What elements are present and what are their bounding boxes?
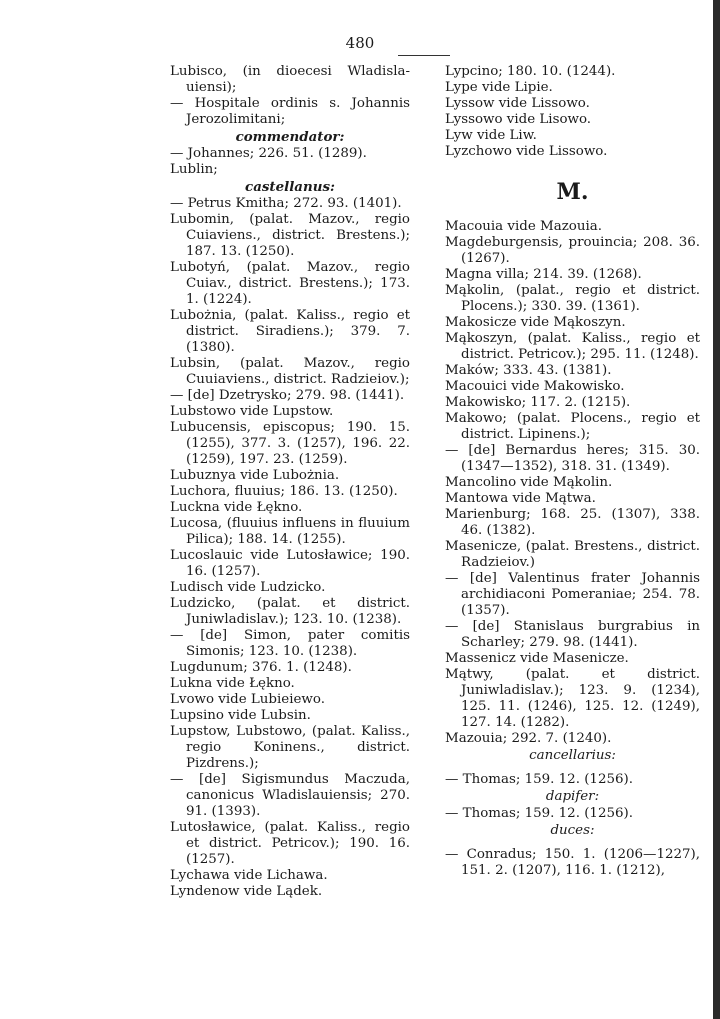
index-entry: Lychawa vide Lichawa. (170, 868, 328, 883)
page-edge-bar (713, 0, 720, 1019)
index-entry: Massenicz vide Masenicze. (445, 651, 629, 666)
index-subentry: — [de] Stanislaus burgrabius in Scharley; 279. 98. (1441). (445, 619, 700, 650)
subheading: duces: (550, 823, 595, 838)
index-entry: Magdeburgensis, prouincia; 208. 36. (1267). (445, 235, 700, 266)
index-entry: Lucoslauic vide Lutosławice; 190. 16. (1257). (170, 548, 410, 579)
index-subentry: — [de] Simon, pater comitis Simonis; 123. 10. (1238). (170, 628, 410, 659)
index-subentry: — [de] Valentinus frater Johannis archidiaconi Pomeraniae; 254. 78. (1357). (445, 571, 700, 618)
index-entry: Makowo; (palat. Plocens., regio et district. Lipinens.); (445, 411, 700, 442)
right-column (445, 64, 700, 879)
index-subentry: — Thomas; 159. 12. (1256). (445, 806, 633, 821)
page-number-rule (398, 55, 450, 56)
index-subentry: — Thomas; 159. 12. (1256). (445, 772, 633, 787)
index-entry: Mąkolin, (palat., regio et district. Plocens.); 330. 39. (1361). (445, 283, 700, 314)
index-entry: Lugdunum; 376. 1. (1248). (170, 660, 352, 675)
index-subentry: — [de] Sigismundus Maczuda, canonicus Wladislauiensis; 270. 91. (1393). (170, 772, 410, 819)
index-subentry: — Petrus Kmitha; 272. 93. (1401). (170, 196, 402, 211)
index-entry: Ludzicko, (palat. et district. Juniwladislav.); 123. 10. (1238). (170, 596, 410, 627)
index-subentry: — Hospitale ordinis s. Johannis Jerozolimitani; (170, 96, 410, 127)
subheading: cancellarius: (529, 748, 616, 763)
index-entry: Lyssow vide Lissowo. (445, 96, 590, 111)
index-entry: Lyw vide Liw. (445, 128, 537, 143)
index-entry: Mantowa vide Mątwa. (445, 491, 596, 506)
index-entry: Lucosa, (fluuius influens in fluuium Pilica); 188. 14. (1255). (170, 516, 410, 547)
index-entry: Lubisco, (in dioecesi Wladisla-uiensi); (170, 64, 410, 95)
index-entry: Lutosławice, (palat. Kaliss., regio et district. Petricov.); 190. 16. (1257). (170, 820, 410, 867)
index-entry: Mazouia; 292. 7. (1240). (445, 731, 612, 746)
index-subentry: — Conradus; 150. 1. (1206—1227), 151. 2. (1207), 116. 1. (1212), (445, 847, 700, 878)
spacer (445, 765, 700, 772)
index-entry: Lypcino; 180. 10. (1244). (445, 64, 616, 79)
index-entry: Lyzchowo vide Lissowo. (445, 144, 608, 159)
page-number: 480 (345, 34, 375, 52)
index-entry: Lyndenow vide Lądek. (170, 884, 323, 899)
index-entry: Lype vide Lipie. (445, 80, 553, 95)
index-entry: Lubsin, (palat. Mazov., regio Cuuiaviens., district. Radzieiov.); (170, 356, 410, 387)
index-entry: Mątwy, (palat. et district. Juniwladislav.); 123. 9. (1234), 125. 11. (1246), 125. 12. (1249), 127. 14. (1282). (445, 667, 700, 730)
index-entry: Macouici vide Makowisko. (445, 379, 625, 394)
spacer (445, 840, 700, 847)
index-entry: Masenicze, (palat. Brestens., district. Radzieiov.) (445, 539, 700, 570)
index-entry: Lvowo vide Lubieiewo. (170, 692, 325, 707)
index-entry: Luckna vide Łękno. (170, 500, 303, 515)
index-entry: Lukna vide Łękno. (170, 676, 295, 691)
left-column (170, 64, 410, 900)
subheading: dapifer: (545, 789, 600, 804)
index-entry: Lublin; (170, 162, 218, 177)
index-entry: Maków; 333. 43. (1381). (445, 363, 612, 378)
index-entry: Lupstow, Lubstowo, (palat. Kaliss., regio Koninens., district. Pizdrens.); (170, 724, 410, 771)
index-entry: Mąkoszyn, (palat. Kaliss., regio et district. Petricov.); 295. 11. (1248). (445, 331, 700, 362)
index-subentry: — Johannes; 226. 51. (1289). (170, 146, 367, 161)
subheading: commendator: (235, 129, 345, 145)
index-entry: Makowisko; 117. 2. (1215). (445, 395, 631, 410)
index-entry: Mancolino vide Mąkolin. (445, 475, 613, 490)
index-entry: Lubomin, (palat. Mazov., regio Cuiaviens., district. Brestens.); 187. 13. (1250). (170, 212, 410, 259)
index-entry: Makosicze vide Mąkoszyn. (445, 315, 626, 330)
index-entry: Lupsino vide Lubsin. (170, 708, 311, 723)
section-letter: M. (556, 179, 589, 205)
index-entry: Macouia vide Mazouia. (445, 219, 602, 234)
index-subentry: — [de] Bernardus heres; 315. 30. (1347—1352), 318. 31. (1349). (445, 443, 700, 474)
index-entry: Lubotyń, (palat. Mazov., regio Cuiav., district. Brestens.); 173. 1. (1224). (170, 260, 410, 307)
index-entry: Marienburg; 168. 25. (1307), 338. 46. (1382). (445, 507, 700, 538)
index-entry: Magna villa; 214. 39. (1268). (445, 267, 642, 282)
index-subentry: — [de] Dzetrysko; 279. 98. (1441). (170, 388, 405, 403)
index-entry: Lubuznya vide Lubożnia. (170, 468, 340, 483)
index-entry: Lyssowo vide Lisowo. (445, 112, 592, 127)
subheading: castellanus: (245, 179, 335, 195)
index-entry: Lubstowo vide Lupstow. (170, 404, 334, 419)
index-entry: Ludisch vide Ludzicko. (170, 580, 326, 595)
index-entry: Lubożnia, (palat. Kaliss., regio et district. Siradiens.); 379. 7. (1380). (170, 308, 410, 355)
index-entry: Luchora, fluuius; 186. 13. (1250). (170, 484, 398, 499)
index-entry: Lubucensis, episcopus; 190. 15. (1255), 377. 3. (1257), 196. 22. (1259), 197. 23. (1259). (170, 420, 410, 467)
